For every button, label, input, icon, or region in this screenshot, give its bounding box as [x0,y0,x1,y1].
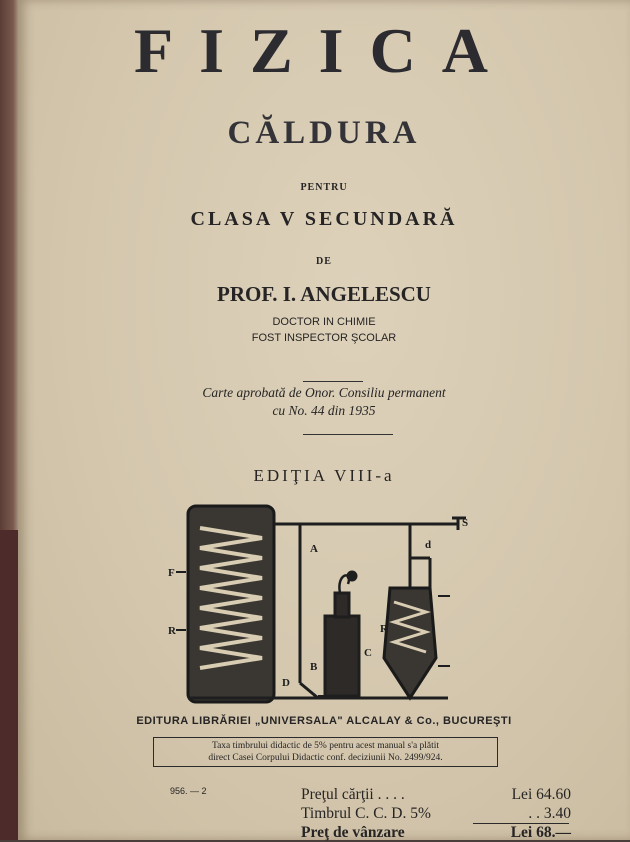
approval-note [18,384,630,420]
pentru-label: PENTRU [300,182,348,193]
cover-title: FIZICA [133,15,515,86]
approval-line-1: Carte aprobată de Onor. Consiliu permanent [202,385,446,400]
sale-price-value: Lei 68.— [510,824,571,841]
divider-bottom [303,434,393,435]
divider-top [303,381,363,382]
figure-label-d2: d [425,539,432,551]
publisher-line: EDITURA LIBRĂRIEI „UNIVERSALA" ALCALAY & Co., BUCUREŞTI [136,715,512,727]
stamp-label: Timbrul C. C. D. 5% [301,805,431,822]
approval-line-2: cu No. 44 din 1935 [272,403,376,418]
tax-line-2: direct Casei Corpului Didactic conf. deciziunii No. 2499/924. [208,753,443,763]
figure-label-f: F [168,567,175,579]
tax-line-1: Taxa timbrului didactic de 5% pentru acest manual s'a plătit [211,741,440,751]
grade-label: CLASA V SECUNDARĂ [190,208,458,230]
cover-subtitle: CĂLDURA [227,115,421,151]
stamp-value: . . 3.40 [528,805,571,822]
figure-label-d: D [282,677,290,689]
price-book-value: Lei 64.60 [511,786,571,803]
sale-price-label: Preţ de vânzare [301,824,405,841]
figure-label-r2: R [168,625,176,637]
author-former-role: FOST INSPECTOR ŞCOLAR [251,332,397,344]
catalog-code: 956. — 2 [170,786,207,796]
apparatus-illustration [18,498,630,708]
figure-label-c: C [364,647,372,659]
figure-label-b: B [310,661,318,673]
figure-label-r1: R [380,623,388,635]
de-label: DE [316,256,332,267]
edition-label: EDIŢIA VIII-a [253,466,395,485]
figure-label-s: S [462,517,469,529]
figure-label-a: A [310,543,318,555]
price-book-label: Preţul cărţii . . . . [301,786,405,803]
author-degree: DOCTOR IN CHIMIE [272,316,376,328]
tax-notice [153,737,498,767]
book-cover [18,0,630,840]
author-name: PROF. I. ANGELESCU [217,282,431,306]
